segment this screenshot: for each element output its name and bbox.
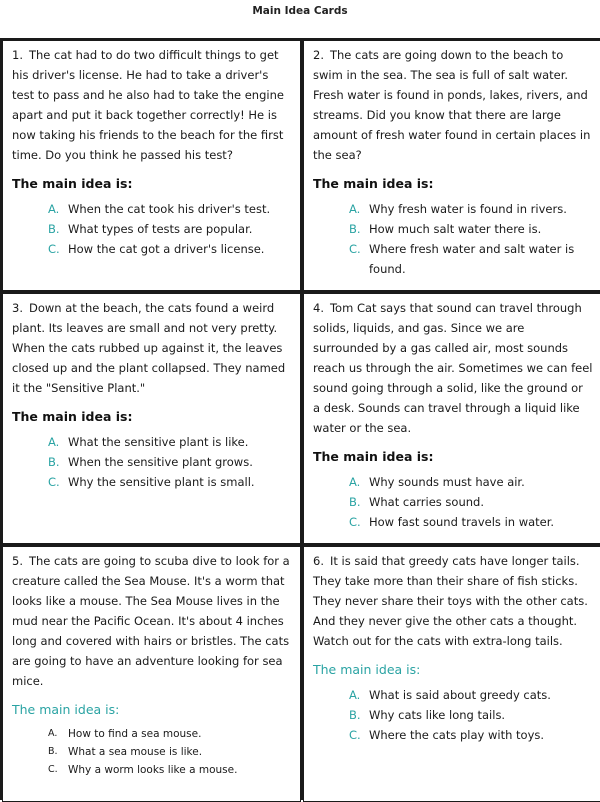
answer-option-a[interactable] [349, 472, 593, 492]
answer-options [12, 725, 292, 779]
main-idea-prompt: The main idea is: [313, 176, 434, 191]
answer-options [313, 685, 593, 745]
option-letter: C. [48, 764, 58, 775]
option-text: What a sea mouse is like. [68, 746, 203, 758]
option-letter: B. [48, 222, 60, 236]
card-5 [2, 546, 301, 802]
option-text: What carries sound. [369, 495, 484, 509]
answer-option-c[interactable] [48, 239, 292, 259]
option-letter: A. [48, 728, 58, 739]
option-letter: B. [48, 746, 58, 757]
passage-text: Tom Cat says that sound can travel through solids, liquids, and gas. Since we are surrounded by a gas called air, most sounds reach us through the air. Sometimes we can feel sound going through a solid, like the ground or a desk. Sounds can travel through a liquid like water or the sea. [313, 301, 593, 435]
card-6 [303, 546, 600, 802]
option-letter: B. [349, 495, 361, 509]
option-text: Where fresh water and salt water is found. [369, 242, 575, 276]
answer-option-b[interactable] [349, 219, 593, 239]
option-letter: A. [48, 435, 60, 449]
cards-grid [0, 38, 600, 800]
option-letter: C. [48, 475, 60, 489]
answer-options [12, 432, 292, 492]
card-number: 4. [313, 301, 324, 315]
page-title: Main Idea Cards [252, 5, 348, 17]
option-text: What types of tests are popular. [68, 222, 253, 236]
card-passage [313, 551, 593, 651]
passage-text: Down at the beach, the cats found a weird plant. Its leaves are small and not very pretty. When the cats rubbed up against it, the leaves closed up and the plant collapsed. They named it the "Sensitive Plant." [12, 301, 286, 395]
option-text: How to find a sea mouse. [68, 728, 202, 740]
main-idea-prompt: The main idea is: [12, 409, 133, 424]
main-idea-prompt: The main idea is: [12, 176, 133, 191]
option-text: How fast sound travels in water. [369, 515, 555, 529]
option-text: What the sensitive plant is like. [68, 435, 249, 449]
answer-option-a[interactable] [48, 432, 292, 452]
option-text: When the sensitive plant grows. [68, 455, 253, 469]
option-text: Why sounds must have air. [369, 475, 525, 489]
card-number: 5. [12, 554, 23, 568]
option-text: How the cat got a driver's license. [68, 242, 265, 256]
option-text: How much salt water there is. [369, 222, 542, 236]
option-letter: B. [349, 708, 361, 722]
answer-option-c[interactable] [48, 472, 292, 492]
option-letter: C. [349, 515, 361, 529]
answer-option-a[interactable] [48, 725, 292, 743]
answer-option-c[interactable] [349, 725, 593, 745]
answer-option-a[interactable] [349, 199, 593, 219]
card-number: 1. [12, 48, 23, 62]
answer-option-b[interactable] [349, 705, 593, 725]
card-2 [303, 40, 600, 291]
card-number: 2. [313, 48, 324, 62]
option-letter: A. [349, 202, 361, 216]
option-text: Why the sensitive plant is small. [68, 475, 255, 489]
main-idea-prompt: The main idea is: [313, 662, 421, 677]
card-passage [12, 45, 292, 165]
passage-text: The cat had to do two difficult things to get his driver's license. He had to take a driver's test to pass and he also had to take the engine apart and put it back together correctly! He is now taking his friends to the beach for the first time. Do you think he passed his test? [12, 48, 284, 162]
card-3 [2, 293, 301, 544]
option-letter: C. [48, 242, 60, 256]
option-letter: A. [349, 688, 361, 702]
option-letter: B. [48, 455, 60, 469]
answer-option-a[interactable] [48, 199, 292, 219]
answer-options [313, 199, 593, 279]
answer-option-b[interactable] [48, 452, 292, 472]
option-letter: C. [349, 242, 361, 256]
answer-option-b[interactable] [48, 219, 292, 239]
card-4 [303, 293, 600, 544]
option-text: Where the cats play with toys. [369, 728, 545, 742]
card-number: 3. [12, 301, 23, 315]
answer-option-b[interactable] [48, 743, 292, 761]
option-text: When the cat took his driver's test. [68, 202, 271, 216]
passage-text: It is said that greedy cats have longer tails. They take more than their share of fish sticks. They never share their toys with the other cats. And they never give the other cats a thought. Watch out for the cats with extra-long tails. [313, 554, 588, 648]
card-passage [12, 298, 292, 398]
answer-option-c[interactable] [349, 512, 593, 532]
main-idea-prompt: The main idea is: [313, 449, 434, 464]
option-letter: A. [349, 475, 361, 489]
answer-option-a[interactable] [349, 685, 593, 705]
card-passage [313, 298, 593, 438]
option-text: What is said about greedy cats. [369, 688, 551, 702]
option-text: Why a worm looks like a mouse. [68, 764, 238, 776]
answer-options [12, 199, 292, 259]
answer-option-b[interactable] [349, 492, 593, 512]
option-letter: A. [48, 202, 60, 216]
passage-text: The cats are going down to the beach to swim in the sea. The sea is full of salt water. Fresh water is found in ponds, lakes, rivers, and streams. Did you know that there are large amount of fresh water found in certain places in the sea? [313, 48, 591, 162]
main-idea-prompt: The main idea is: [12, 702, 120, 717]
answer-option-c[interactable] [349, 239, 593, 279]
card-passage [12, 551, 292, 691]
option-text: Why fresh water is found in rivers. [369, 202, 567, 216]
answer-options [313, 472, 593, 532]
card-number: 6. [313, 554, 324, 568]
answer-option-c[interactable] [48, 761, 292, 779]
option-letter: B. [349, 222, 361, 236]
passage-text: The cats are going to scuba dive to look for a creature called the Sea Mouse. It's a worm that looks like a mouse. The Sea Mouse lives in the mud near the Pacific Ocean. It's about 4 inches long and covered with hairs or bristles. The cats are going to have an adventure looking for sea mice. [12, 554, 290, 688]
card-passage [313, 45, 593, 165]
option-letter: C. [349, 728, 361, 742]
option-text: Why cats like long tails. [369, 708, 506, 722]
card-1 [2, 40, 301, 291]
